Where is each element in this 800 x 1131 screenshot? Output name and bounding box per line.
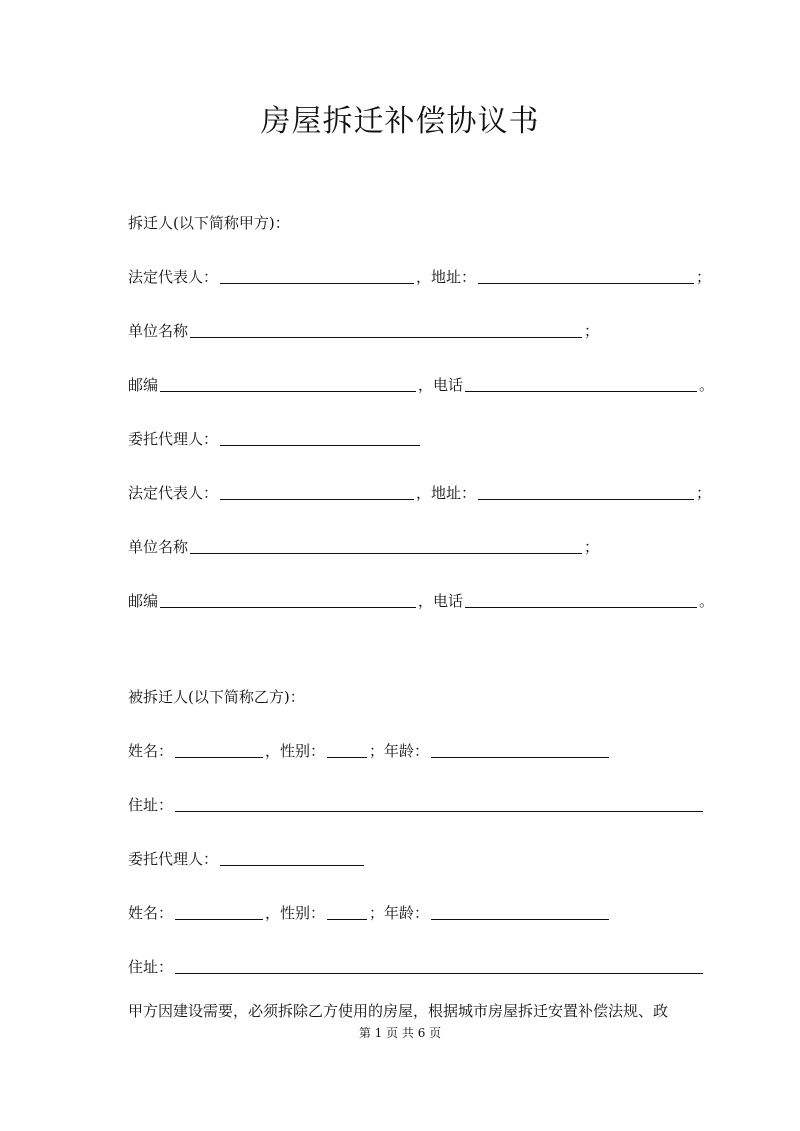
address-label: ，地址： — [416, 484, 477, 502]
row-end-mark: ； — [584, 322, 600, 340]
page-footer: 第 1 页 共 6 页 — [358, 1026, 442, 1040]
party-a-postcode-row — [128, 374, 714, 396]
age-blank[interactable] — [431, 741, 609, 758]
party-a-postcode-row-2 — [128, 590, 714, 612]
address-label: ，地址： — [416, 268, 477, 286]
party-a-unit-row — [128, 320, 599, 342]
row-end-mark: 。 — [699, 592, 715, 610]
party-a-legal-rep-row — [128, 266, 711, 288]
row-end-mark: 。 — [699, 376, 715, 394]
age-blank[interactable] — [431, 903, 609, 920]
residence-blank[interactable] — [175, 957, 703, 974]
unit-name-blank[interactable] — [190, 321, 582, 338]
party-a-agent-row — [128, 428, 422, 450]
phone-blank[interactable] — [465, 591, 697, 608]
legal-rep-label: 法定代表人： — [128, 268, 219, 286]
name-label: 姓名： — [128, 904, 174, 922]
phone-blank[interactable] — [465, 375, 697, 392]
row-end-mark: ； — [584, 538, 600, 556]
party-a-legal-rep-row-2 — [128, 482, 711, 504]
phone-label: ，电话 — [418, 592, 464, 610]
legal-rep-label: 法定代表人： — [128, 484, 219, 502]
gender-label: ，性别： — [265, 742, 326, 760]
row-end-mark: ； — [696, 484, 712, 502]
gender-blank[interactable] — [327, 741, 367, 758]
postcode-blank[interactable] — [160, 591, 416, 608]
name-label: 姓名： — [128, 742, 174, 760]
party-b-agent-row — [128, 848, 366, 870]
address-blank[interactable] — [478, 267, 694, 284]
party-b-residence-row-2 — [128, 956, 705, 978]
postcode-label: 邮编 — [128, 376, 159, 394]
age-label: ；年龄： — [369, 904, 430, 922]
unit-name-label: 单位名称 — [128, 538, 189, 556]
legal-rep-blank[interactable] — [220, 267, 414, 284]
party-b-name-row — [128, 740, 611, 762]
party-b-header: 被拆迁人(以下简称乙方)： — [128, 688, 305, 706]
postcode-label: 邮编 — [128, 592, 159, 610]
age-label: ；年龄： — [369, 742, 430, 760]
agent-blank[interactable] — [220, 429, 420, 446]
phone-label: ，电话 — [418, 376, 464, 394]
party-a-header: 拆迁人(以下简称甲方)： — [128, 214, 290, 232]
residence-label: 住址： — [128, 796, 174, 814]
unit-name-blank[interactable] — [190, 537, 582, 554]
unit-name-label: 单位名称 — [128, 322, 189, 340]
gender-label: ，性别： — [265, 904, 326, 922]
agent-blank[interactable] — [220, 849, 364, 866]
row-end-mark: ； — [696, 268, 712, 286]
postcode-blank[interactable] — [160, 375, 416, 392]
party-b-name-row-2 — [128, 902, 611, 924]
gender-blank[interactable] — [327, 903, 367, 920]
legal-rep-blank[interactable] — [220, 483, 414, 500]
residence-label: 住址： — [128, 958, 174, 976]
name-blank[interactable] — [175, 903, 263, 920]
party-a-unit-row-2 — [128, 536, 599, 558]
agent-label: 委托代理人： — [128, 850, 219, 868]
name-blank[interactable] — [175, 741, 263, 758]
agent-label: 委托代理人： — [128, 430, 219, 448]
document-title: 房屋拆迁补偿协议书 — [260, 104, 540, 139]
body-paragraph: 甲方因建设需要，必须拆除乙方使用的房屋，根据城市房屋拆迁安置补偿法规、政 — [128, 1002, 669, 1020]
party-b-residence-row — [128, 794, 705, 816]
residence-blank[interactable] — [175, 795, 703, 812]
address-blank[interactable] — [478, 483, 694, 500]
